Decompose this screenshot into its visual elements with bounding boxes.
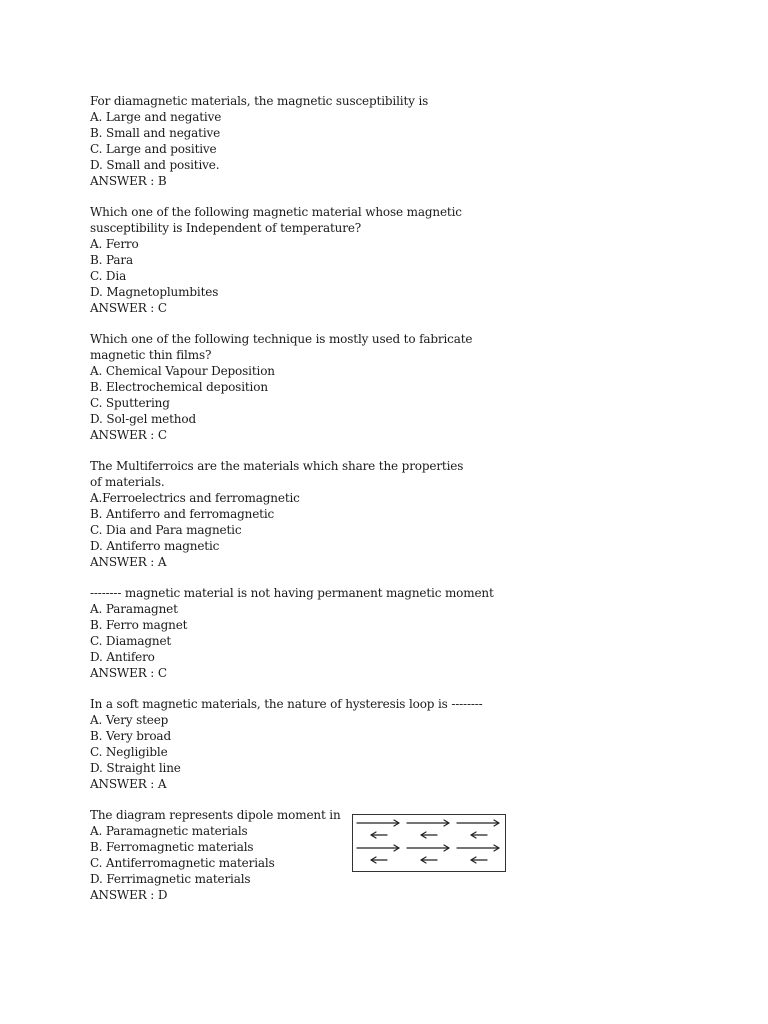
- option-d: D. Magnetoplumbites: [90, 285, 219, 299]
- question-text: Which one of the following magnetic material whose magnetic susceptibility is Independent of temperature?: [90, 205, 466, 235]
- question-block-2: [90, 204, 530, 316]
- option-b: B. Ferromagnetic materials: [90, 840, 254, 854]
- option-c: C. Dia and Para magnetic: [90, 523, 242, 537]
- option-a: A. Chemical Vapour Deposition: [90, 364, 275, 378]
- answer-text: ANSWER : C: [90, 428, 167, 442]
- option-a: A.Ferroelectrics and ferromagnetic: [90, 491, 300, 505]
- option-b: B. Para: [90, 253, 133, 267]
- option-c: C. Diamagnet: [90, 634, 172, 648]
- question-block-3: [90, 331, 530, 443]
- option-d: D. Straight line: [90, 761, 181, 775]
- option-d: D. Ferrimagnetic materials: [90, 872, 251, 886]
- option-b: B. Antiferro and ferromagnetic: [90, 507, 275, 521]
- answer-text: ANSWER : C: [90, 666, 167, 680]
- answer-text: ANSWER : B: [90, 174, 167, 188]
- dipole-diagram: [352, 814, 506, 872]
- question-text: In a soft magnetic materials, the nature of hysteresis loop is --------: [90, 697, 483, 711]
- option-c: C. Dia: [90, 269, 127, 283]
- option-a: A. Paramagnet: [90, 602, 178, 616]
- question-text: For diamagnetic materials, the magnetic susceptibility is: [90, 94, 429, 108]
- question-block-4: [90, 458, 530, 570]
- option-c: C. Sputtering: [90, 396, 170, 410]
- quiz-document: [90, 93, 530, 918]
- option-b: B. Small and negative: [90, 126, 221, 140]
- option-a: A. Very steep: [90, 713, 169, 727]
- question-text: -------- magnetic material is not having permanent magnetic moment: [90, 586, 494, 600]
- question-text: Which one of the following technique is mostly used to fabricate magnetic thin films?: [90, 332, 477, 362]
- option-d: D. Antiferro magnetic: [90, 539, 220, 553]
- option-b: B. Very broad: [90, 729, 171, 743]
- ferrimagnetic-dipole-arrows-icon: [353, 815, 504, 870]
- option-b: B. Electrochemical deposition: [90, 380, 268, 394]
- question-text: The diagram represents dipole moment in: [90, 808, 341, 822]
- option-a: A. Large and negative: [90, 110, 222, 124]
- option-c: C. Negligible: [90, 745, 168, 759]
- answer-text: ANSWER : A: [90, 777, 167, 791]
- question-block-1: [90, 93, 530, 189]
- option-a: A. Ferro: [90, 237, 139, 251]
- option-d: D. Small and positive.: [90, 158, 220, 172]
- answer-text: ANSWER : D: [90, 888, 168, 902]
- question-text: The Multiferroics are the materials which share the properties of materials.: [90, 459, 467, 489]
- option-c: C. Antiferromagnetic materials: [90, 856, 275, 870]
- option-d: D. Sol-gel method: [90, 412, 196, 426]
- option-c: C. Large and positive: [90, 142, 217, 156]
- option-a: A. Paramagnetic materials: [90, 824, 248, 838]
- question-block-5: [90, 585, 530, 681]
- answer-text: ANSWER : A: [90, 555, 167, 569]
- option-d: D. Antifero: [90, 650, 155, 664]
- answer-text: ANSWER : C: [90, 301, 167, 315]
- question-block-6: [90, 696, 530, 792]
- question-block-7: [90, 807, 530, 903]
- option-b: B. Ferro magnet: [90, 618, 188, 632]
